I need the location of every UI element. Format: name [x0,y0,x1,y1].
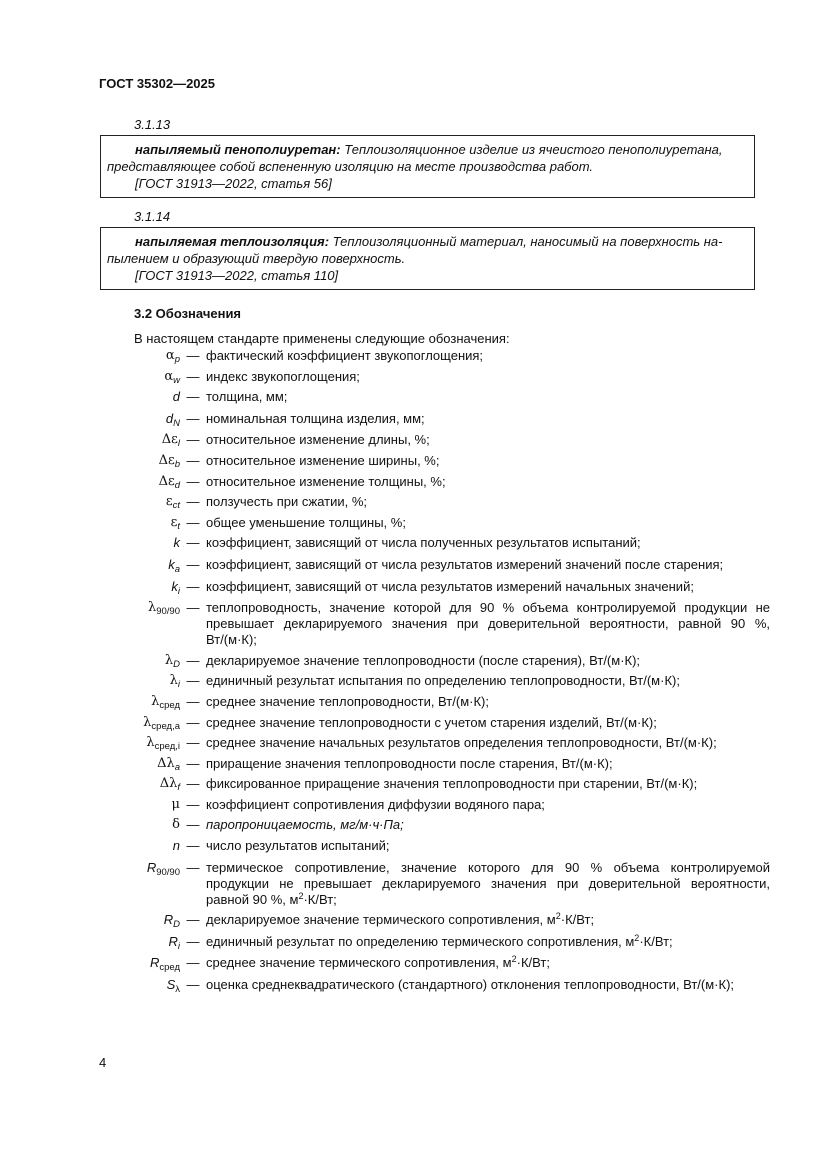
symbol-subscript: сред [159,962,180,974]
section-title: 3.2 Обозначения [134,306,242,321]
symbol-subscript: f [177,782,180,794]
symbol [100,797,180,813]
symbol-row [100,912,770,929]
em-dash: — [186,578,200,594]
symbol [100,715,180,731]
symbol-base: R [146,859,157,875]
term-definition-text: представляющее собой вспененную изоляцию на месте производства работ. [107,159,594,174]
em-dash: — [186,796,200,812]
symbol-description: среднее значение теплопроводности с учетом старения изделий, Вт/(м·К); [206,714,657,730]
symbol-subscript: b [174,458,180,470]
em-dash: — [186,859,200,875]
symbol-row [100,579,770,596]
symbol [100,860,180,908]
symbol-base: S [166,977,176,993]
em-dash: — [186,714,200,730]
em-dash: — [186,977,200,993]
em-dash: — [186,652,200,668]
term-name: напыляемая теплоизоляция: [135,234,330,249]
symbol-description: номинальная толщина изделия, мм; [206,410,425,426]
symbol [100,653,180,669]
symbol [100,934,180,951]
symbol-base: Δε [161,432,178,448]
symbol-base: λ [143,714,152,730]
term-name: напыляемый пенополиуретан: [135,142,341,157]
symbol-subscript: D [173,919,180,931]
symbol-base: λ [164,652,174,668]
symbol-subscript: a [174,563,180,575]
symbol-row [100,817,770,833]
symbol-base: Δλ [157,755,175,771]
symbol [100,673,180,689]
symbol [100,600,180,648]
symbol [100,694,180,710]
superscript: 2 [298,890,304,901]
term-line [107,141,748,158]
symbol-subscript: сред [159,699,180,711]
symbol-description: паропроницаемость, мг/м·ч·Па; [206,817,404,833]
symbol [100,348,180,364]
term-definition-text: Теплоизоляционное изделие из ячеистого пенополиуретана, [340,142,723,157]
symbol-base: λ [169,673,178,689]
symbol-row [100,557,770,574]
symbol-base: R [163,912,174,928]
symbol-subscript: 90/90 [156,866,180,878]
symbol-base: ε [170,514,178,530]
em-dash: — [186,600,200,616]
symbol-row [100,934,770,951]
symbol-description: коэффициент сопротивления диффузии водяного пара; [206,796,545,812]
symbol [100,977,180,994]
symbol-description: толщина, мм; [206,389,288,405]
symbol-base: λ [147,600,157,616]
symbol-description: оценка среднеквадратического (стандартного) отклонения теплопроводности, Вт/(м·К); [206,977,735,993]
em-dash: — [186,432,200,448]
symbol-base: λ [146,735,155,751]
symbol-description: относительное изменение ширины, %; [206,452,440,468]
symbol-description: единичный результат по определению термического сопротивления, $м^2\cdot К/Вт$; [206,932,673,949]
em-dash: — [186,693,200,709]
symbol-description: фиксированное приращение значения теплопроводности при старении, Вт/(м·К); [206,776,698,792]
em-dash: — [186,776,200,792]
symbol-row [100,977,770,994]
document-header: ГОСТ 35302—2025 [99,76,215,91]
em-dash: — [186,389,200,405]
symbol [100,474,180,490]
symbol-subscript: N [173,417,180,429]
symbol [100,838,180,855]
term-definition-text: пылением и образующий твердую поверхность. [107,251,406,266]
symbol-description: теплопроводность, значение которой для 90 % объема контролируемой продукции не превышает декларируемого значения при доверительной вероятности, равной 90 %, Вт/(м·К); [206,600,770,648]
em-dash: — [186,452,200,468]
symbol-row [100,653,770,669]
symbol-row [100,735,770,751]
symbol-description: среднее значение термического сопротивления, $м^2\cdot К/Вт$; [206,954,550,971]
em-dash: — [186,473,200,489]
em-dash: — [186,514,200,530]
em-dash: — [186,368,200,384]
symbol-row [100,715,770,731]
symbol [100,411,180,428]
symbol-base: Δλ [159,776,178,792]
em-dash: — [186,410,200,426]
symbol-description: индекс звукопоглощения; [206,368,360,384]
em-dash: — [186,494,200,510]
term-source: [ГОСТ 31913—2022, статья 56] [135,176,332,191]
symbol-row [100,453,770,469]
symbol [100,579,180,596]
symbol [100,515,180,531]
symbol-description: декларируемое значение теплопроводности (после старения), Вт/(м·К); [206,652,641,668]
symbol [100,369,180,385]
em-dash: — [186,817,200,833]
symbol [100,453,180,469]
symbol-subscript: i [177,585,180,597]
symbol [100,776,180,792]
symbol-row [100,955,770,972]
symbol-base: μ [171,796,180,812]
symbol-subscript: сред,i [154,741,180,753]
symbol-row [100,797,770,813]
term-line [107,233,748,250]
symbol-subscript: 90/90 [156,606,180,618]
symbol-description: общее уменьшение толщины, %; [206,514,406,530]
symbol [100,817,180,833]
symbol-subscript: i [177,679,180,691]
symbol [100,955,180,972]
symbol [100,389,180,406]
symbol-description: фактический коэффициент звукопоглощения; [206,348,484,363]
em-dash: — [186,955,200,971]
symbol-subscript: ct [172,500,180,512]
symbol-subscript: λ [175,984,180,996]
section-intro: В настоящем стандарте применены следующие обозначения: [134,331,510,346]
em-dash: — [186,673,200,689]
symbol [100,735,180,751]
symbol-subscript: t [177,520,180,532]
symbol-description: относительное изменение толщины, %; [206,473,446,489]
term-number: 3.1.14 [134,209,171,224]
symbol-description: среднее значение теплопроводности, Вт/(м·К); [206,693,489,709]
symbol-base: d [172,389,180,405]
symbol-row [100,474,770,490]
term-source: [ГОСТ 31913—2022, статья 110] [135,268,339,283]
symbol-base: k [173,535,180,551]
superscript: 2 [634,932,640,943]
symbol-base: k [168,556,175,572]
symbol-subscript: D [173,658,180,670]
symbol-description: коэффициент, зависящий от числа результатов измерений начальных значений; [206,578,694,594]
symbol-base: d [165,410,174,426]
symbol-base: Δε [158,473,175,489]
symbol-row [100,673,770,689]
em-dash: — [186,348,200,363]
symbol [100,912,180,929]
symbol-subscript: w [173,374,180,386]
symbol [100,535,180,552]
em-dash: — [186,556,200,572]
symbol-subscript: сред,a [151,720,180,732]
term-definition-box [100,135,755,198]
symbol-base: R [149,955,160,971]
symbol [100,432,180,448]
symbol-row [100,369,770,385]
symbol-row [100,838,770,855]
symbol-description: коэффициент, зависящий от числа полученных результатов испытаний; [206,535,641,551]
symbol-subscript: l [177,438,180,450]
symbol-description: относительное изменение длины, %; [206,432,430,448]
symbol-base: α [164,368,174,384]
em-dash: — [186,535,200,551]
em-dash: — [186,912,200,928]
superscript: 2 [555,911,561,922]
page-number: 4 [99,1055,107,1070]
symbol-description: ползучесть при сжатии, %; [206,494,368,510]
symbol-row [100,535,770,552]
em-dash: — [186,755,200,771]
symbol-subscript: p [174,354,180,365]
symbol-description: коэффициент, зависящий от числа результатов измерений значений после старения; [206,556,724,572]
symbol [100,557,180,574]
symbol-row [100,694,770,710]
symbol-base: δ [172,817,180,833]
em-dash: — [186,735,200,751]
symbol-row [100,348,770,364]
superscript: 2 [511,954,517,965]
symbol-subscript: a [174,761,180,773]
symbol-base: λ [151,693,160,709]
symbol-description: среднее значение начальных результатов определения теплопроводности, Вт/(м·К); [206,735,717,751]
symbol-row [100,432,770,448]
symbol [100,494,180,510]
term-definition-text: Теплоизоляционный материал, наносимый на поверхность на- [329,234,723,249]
symbol [100,756,180,772]
symbol-base: Δε [158,452,175,468]
term-number: 3.1.13 [134,117,171,132]
symbol-row [100,860,770,908]
symbol-base: k [171,578,178,594]
symbol-row [100,756,770,772]
symbol-row [100,389,770,406]
symbol-description: приращение значения теплопроводности после старения, Вт/(м·К); [206,755,613,771]
em-dash: — [186,838,200,854]
symbol-list [100,348,770,999]
symbol-row [100,776,770,792]
symbol-description: термическое сопротивление, значение которого для 90 % объема контролируемой продукции не превышает декларируемого значения при доверительной вероятности, равной 90 %, $м^2\cdot К/Вт$; [206,859,770,907]
symbol-subscript: i [177,940,180,952]
symbol-row [100,515,770,531]
symbol-subscript: d [174,479,180,491]
symbol-description: число результатов испытаний; [206,838,390,854]
symbol-row [100,600,770,648]
symbol-row [100,411,770,428]
symbol-base: R [168,933,178,949]
em-dash: — [186,933,200,949]
symbol-description: единичный результат испытания по определению теплопроводности, Вт/(м·К); [206,673,680,689]
symbol-base: ε [165,494,173,510]
symbol-base: α [165,348,175,363]
term-definition-box [100,227,755,290]
symbol-description: декларируемое значение термического сопротивления, $м^2\cdot К/Вт$; [206,911,595,928]
symbol-row [100,494,770,510]
symbol-base: n [172,838,180,854]
